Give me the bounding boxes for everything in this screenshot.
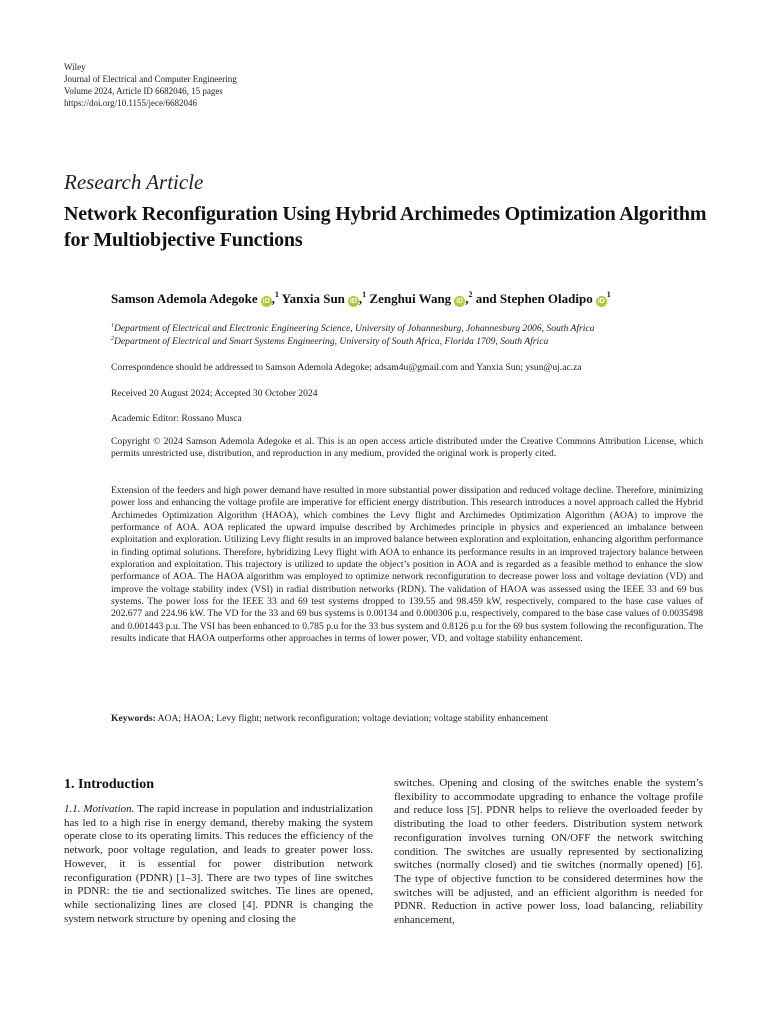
author-affiliation-mark: 1 <box>274 290 279 299</box>
copyright-notice: Copyright © 2024 Samson Ademola Adegoke et al. This is an open access article distributed under the Creative Commons Attribution License, which permits unrestricted use, distribution, and reproduction in any medium, provided the original work is properly cited. <box>111 436 703 460</box>
journal-info <box>64 61 237 109</box>
article-type: Research Article <box>64 170 204 194</box>
subsection-label: 1.1. Motivation. <box>64 803 135 815</box>
orcid-icon[interactable]: iD <box>597 298 605 305</box>
article-title: Network Reconfiguration Using Hybrid Archimedes Optimization Algorithm for Multiobjective Functions <box>64 203 707 251</box>
author-name[interactable]: Yanxia Sun <box>281 291 345 306</box>
author-affiliation-mark: 1 <box>362 290 367 299</box>
orcid-icon[interactable]: iD <box>262 298 270 305</box>
author-name[interactable]: Zenghui Wang <box>369 291 452 306</box>
author-list: Samson Ademola Adegoke iD ,$^1$ Yanxia Sun iD ,$^1$ Zenghui Wang iD ,$^2$ and Stephen Oladipo $iD^1$ <box>111 290 611 306</box>
author-name[interactable]: Samson Ademola Adegoke <box>111 291 258 306</box>
journal-name: Journal of Electrical and Computer Engineering <box>64 74 237 84</box>
author-affiliation-mark: 1 <box>606 290 611 299</box>
keywords-list: AOA; HAOA; Levy flight; network reconfiguration; voltage deviation; voltage stability enhancement <box>157 713 549 724</box>
journal-volume: Volume 2024, Article ID 6682046, 15 pages <box>64 86 223 96</box>
orcid-icon[interactable]: iD <box>456 298 464 305</box>
received-dates: Received 20 August 2024; Accepted 30 October 2024 <box>111 388 318 399</box>
abstract: Extension of the feeders and high power demand have resulted in more substantial power dissipation and reduced voltage decline. Therefore, minimizing power loss and enhancing the voltage profile are imperative for efficient energy distribution. This research introduces a novel approach called the Hybrid Archimedes Optimization Algorithm (HAOA), which combines the Levy flight and Archimedes Optimization Algorithm (AOA) to improve the performance of AOA. AOA replicated the upward impulse described by Archimedes principle in physics and experienced an imbalance between exploitation and exploration. Utilizing Levy flight results in an improved balance between exploration and exploitation, enhancing algorithm performance in finding optimal solutions. Therefore, hybridizing Levy flight with AOA to enhance its performance results in an improved trajectory balance between exploration and exploitation. This trajectory is utilized to update the object’s position in AOA and is regarded as a feasible method to enhance the slow performance of AOA. The HAOA algorithm was employed to optimize network reconfiguration to decrease power loss and voltage deviation (VD) and improve the voltage stability index (VSI) in radial distribution networks (RDN). The validation of HAOA was assessed using the IEEE 33 and 69 bus systems. The power loss for the IEEE 33 and 69 test systems dropped to 139.55 and 98.459 kW, respectively, compared to the base case values of 202.677 and 224.96 kW. The VD for the 33 and 69 bus systems is 0.00134 and 0.000306 p.u, respectively, compared to the base case values of 0.0035498 and 0.001443 p.u. The VSI has been enhanced to 0.785 p.u for the 33 bus system and 0.8126 p.u for the 69 bus system following the reconfiguration. The results indicate that HAOA outperforms other approaches in terms of lower power, VD, and voltage stability enhancement. <box>111 485 703 645</box>
body-text: The rapid increase in population and industrialization has led to a high rise in energy demand, thereby making the system operate close to its operating limits. This reduces the efficiency of the network, poor voltage regulation, and leads to greater power loss. However, it is essential for power distribution network reconfiguration (PDNR) [1–3]. There are two types of line switches in PDNR: the tie and sectionalized switches. Tie lines are opened, while sectionalizing lines are closed [4]. PDNR is changing the system network structure by opening and closing the <box>64 803 373 925</box>
publisher: Wiley <box>64 62 86 72</box>
doi-link[interactable]: https://doi.org/10.1155/jece/6682046 <box>64 98 197 108</box>
author-affiliation-mark: 2 <box>468 290 473 299</box>
section-heading: 1. Introduction <box>64 777 154 792</box>
author-name[interactable]: and Stephen Oladipo <box>475 291 593 306</box>
orcid-icon[interactable]: iD <box>349 298 357 305</box>
body-column-right: switches. Opening and closing of the switches enable the system’s flexibility to accommodate upgrading to enhance the voltage profile and reduce loss [5]. PDNR helps to relieve the overloaded feeder by distributing the load to other feeders. Distribution system network reconfiguration involves turning ON/OFF the network switching condition. The switches are usually represented by sectionalizing switches (normally closed) and tie switches (normally opened) [6]. The type of objective function to be considered determines how the switches will be adjusted, and an efficient algorithm is needed for PDNR. Reduction in active power loss, load balancing, reliability enhancement, <box>394 777 703 927</box>
academic-editor: Academic Editor: Rossano Musca <box>111 413 242 424</box>
affiliation: $^1$Department of Electrical and Electronic Engineering Science, University of Johannesburg, Johannesburg 2006, South Africa <box>111 323 595 334</box>
affiliation: $^2$Department of Electrical and Smart Systems Engineering, University of South Africa, Florida 1709, South Africa <box>111 336 549 347</box>
keywords <box>111 713 548 724</box>
body-column-left <box>64 803 373 926</box>
correspondence: Correspondence should be addressed to Samson Ademola Adegoke; adsam4u@gmail.com and Yanxia Sun; ysun@uj.ac.za <box>111 362 582 373</box>
keywords-label: Keywords: <box>111 713 156 724</box>
